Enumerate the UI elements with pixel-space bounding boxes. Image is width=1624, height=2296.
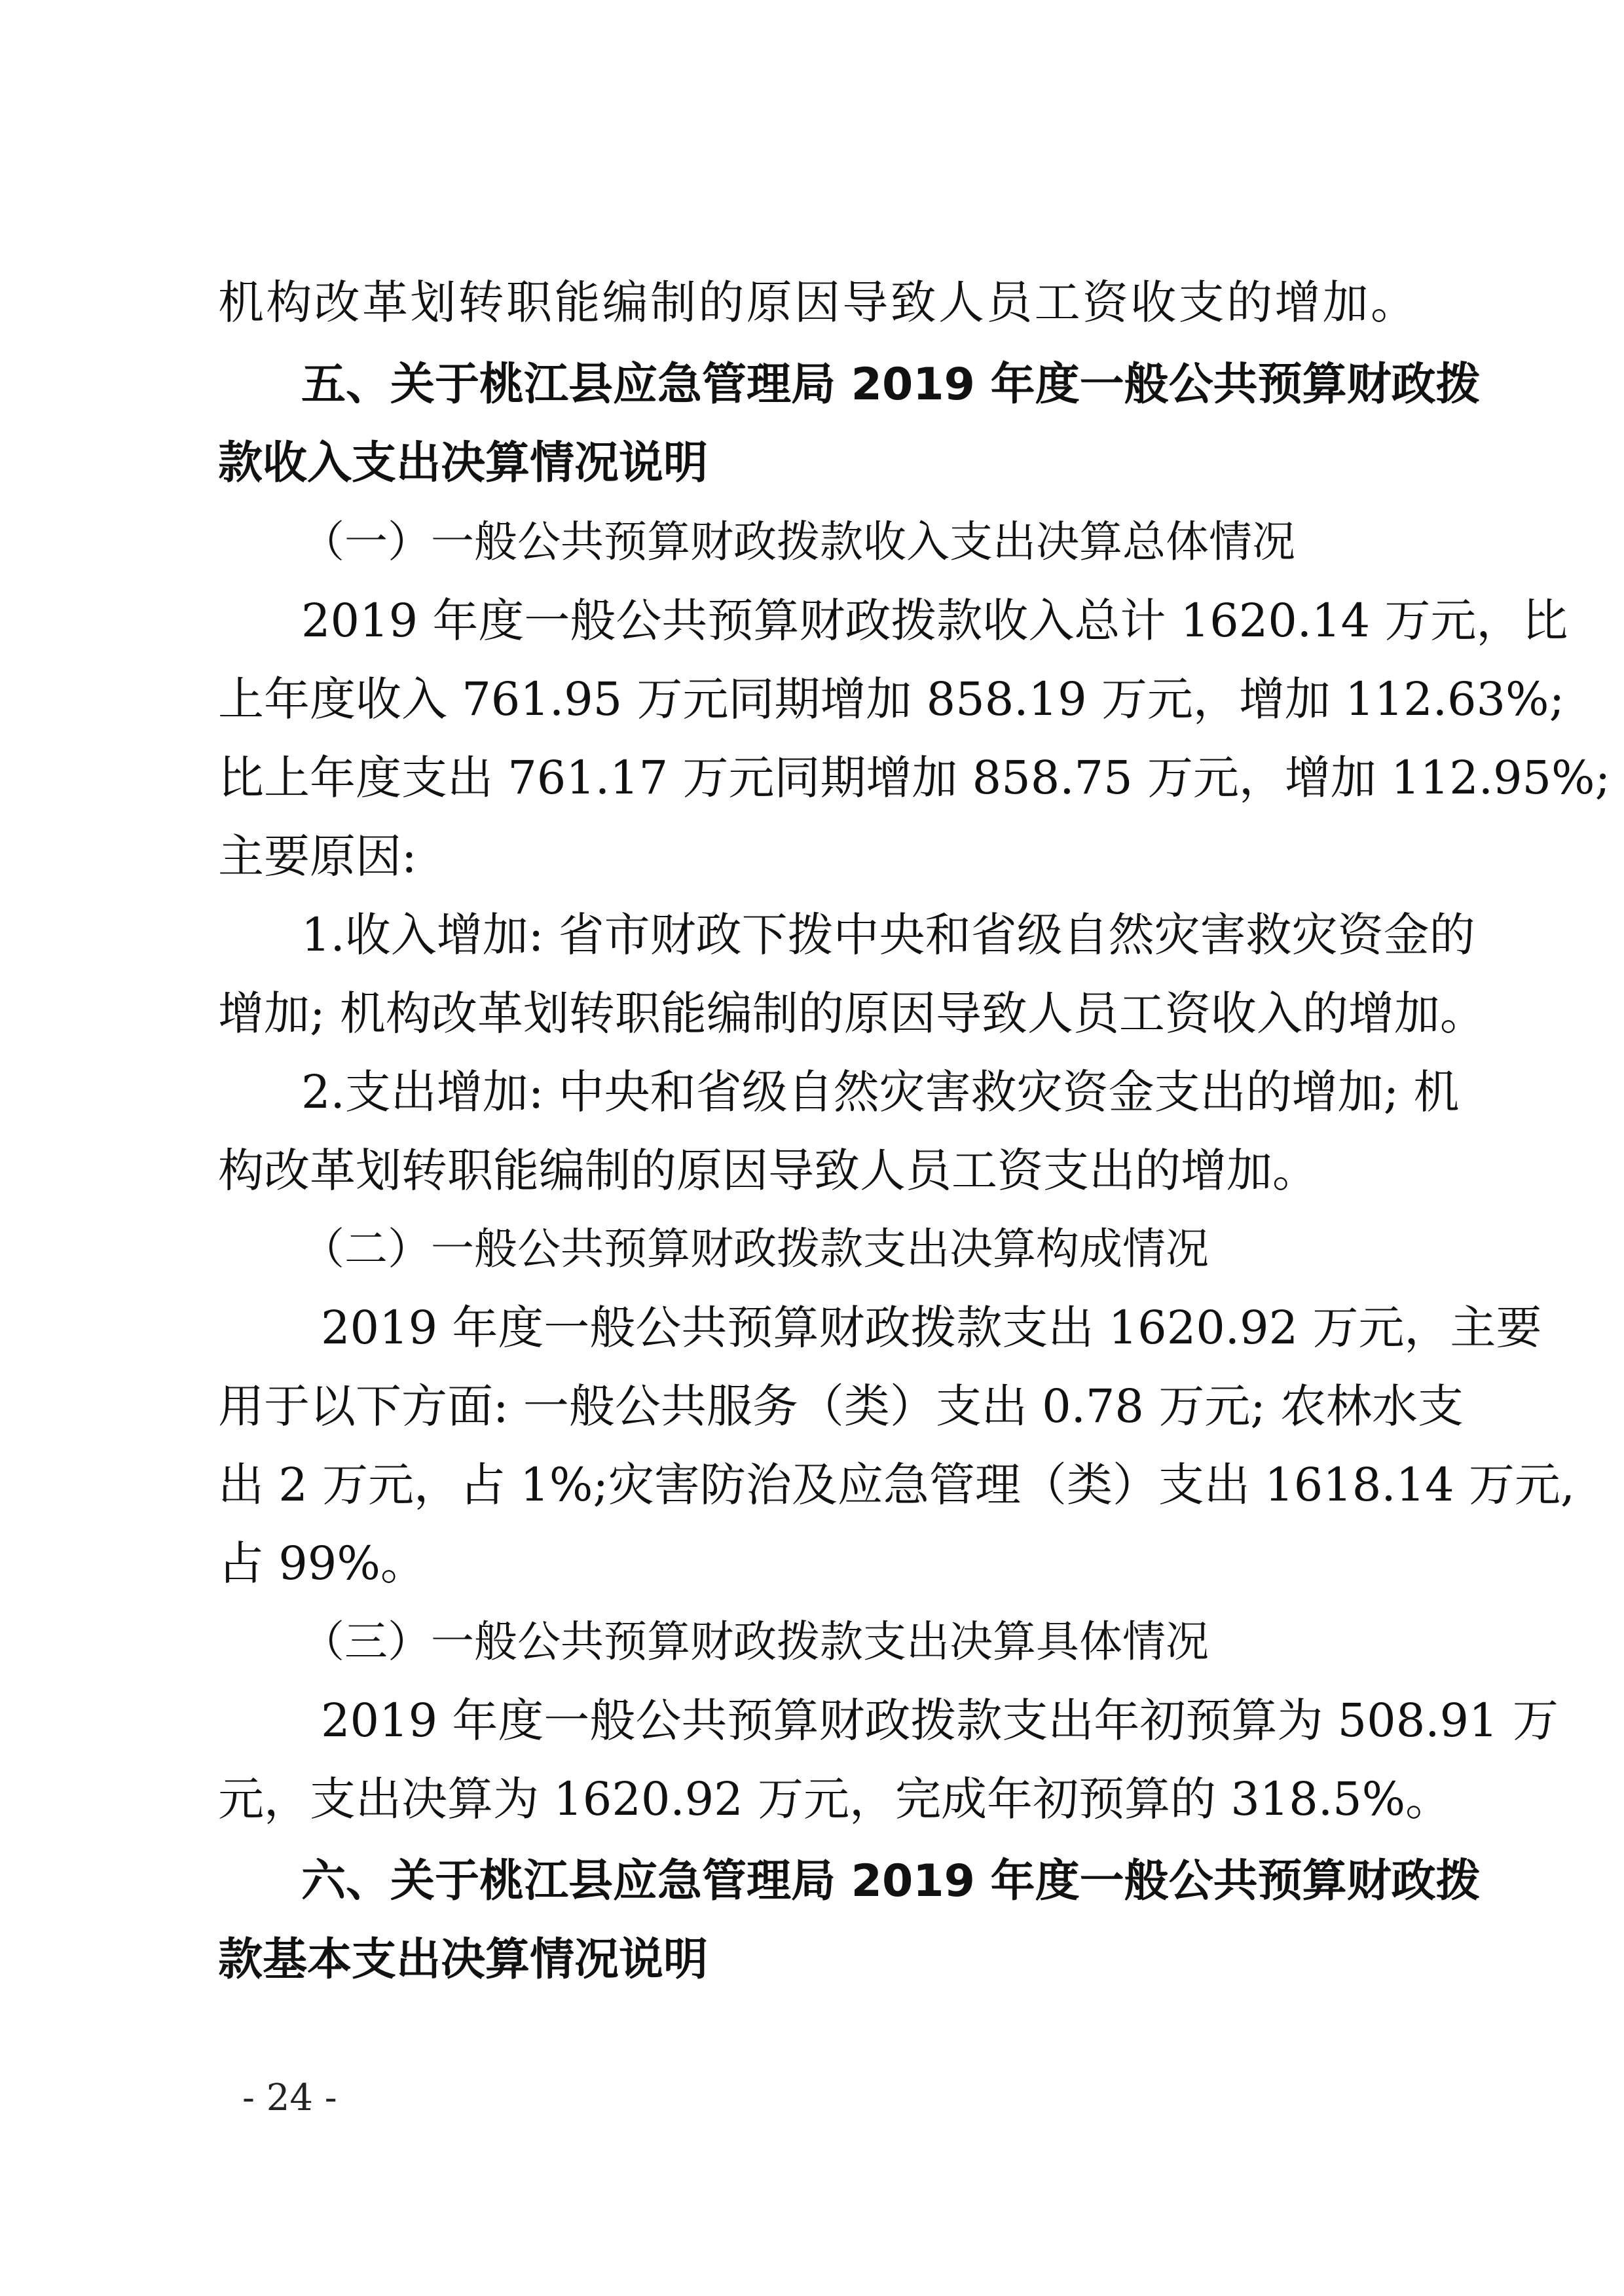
body-line: 2.支出增加: 中央和省级自然灾害救灾资金支出的增加; 机 <box>301 1065 1460 1119</box>
body-line: 元，支出决算为 1620.92 万元，完成年初预算的 318.5%。 <box>218 1772 1452 1826</box>
body-line: 出 2 万元，占 1%;灾害防治及应急管理（类）支出 1618.14 万元, <box>218 1458 1576 1512</box>
body-line: 构改革划转职能编制的原因导致人员工资支出的增加。 <box>218 1144 1318 1197</box>
section-heading: 五、关于桃江县应急管理局 2019 年度一般公共预算财政拨 <box>301 359 1481 410</box>
body-line: 2019 年度一般公共预算财政拨款收入总计 1620.14 万元，比 <box>301 594 1568 647</box>
subsection-heading: （一）一般公共预算财政拨款收入支出决算总体情况 <box>301 517 1295 567</box>
body-line: 2019 年度一般公共预算财政拨款支出 1620.92 万元，主要 <box>321 1301 1542 1355</box>
subsection-heading: （三）一般公共预算财政拨款支出决算具体情况 <box>301 1616 1209 1667</box>
body-line: 用于以下方面: 一般公共服务（类）支出 0.78 万元; 农林水支 <box>218 1379 1464 1433</box>
body-line: 上年度收入 761.95 万元同期增加 858.19 万元，增加 112.63%; <box>218 672 1565 726</box>
page-number: - 24 - <box>242 2077 337 2119</box>
section-heading: 款收入支出决算情况说明 <box>218 437 709 489</box>
subsection-heading: （二）一般公共预算财政拨款支出决算构成情况 <box>301 1224 1209 1274</box>
body-line: 占 99%。 <box>218 1537 426 1590</box>
section-heading: 款基本支出决算情况说明 <box>218 1934 709 1986</box>
section-heading: 六、关于桃江县应急管理局 2019 年度一般公共预算财政拨 <box>301 1855 1481 1907</box>
body-line: 1.收入增加: 省市财政下拨中央和省级自然灾害救灾资金的 <box>301 908 1475 962</box>
body-line: 2019 年度一般公共预算财政拨款支出年初预算为 508.91 万 <box>321 1694 1559 1747</box>
body-line: 主要原因: <box>218 829 417 883</box>
body-line: 增加; 机构改革划转职能编制的原因导致人员工资收入的增加。 <box>218 987 1486 1040</box>
body-line: 比上年度支出 761.17 万元同期增加 858.75 万元，增加 112.95%; <box>218 751 1611 805</box>
body-line: 机构改革划转职能编制的原因导致人员工资收支的增加。 <box>218 276 1416 329</box>
